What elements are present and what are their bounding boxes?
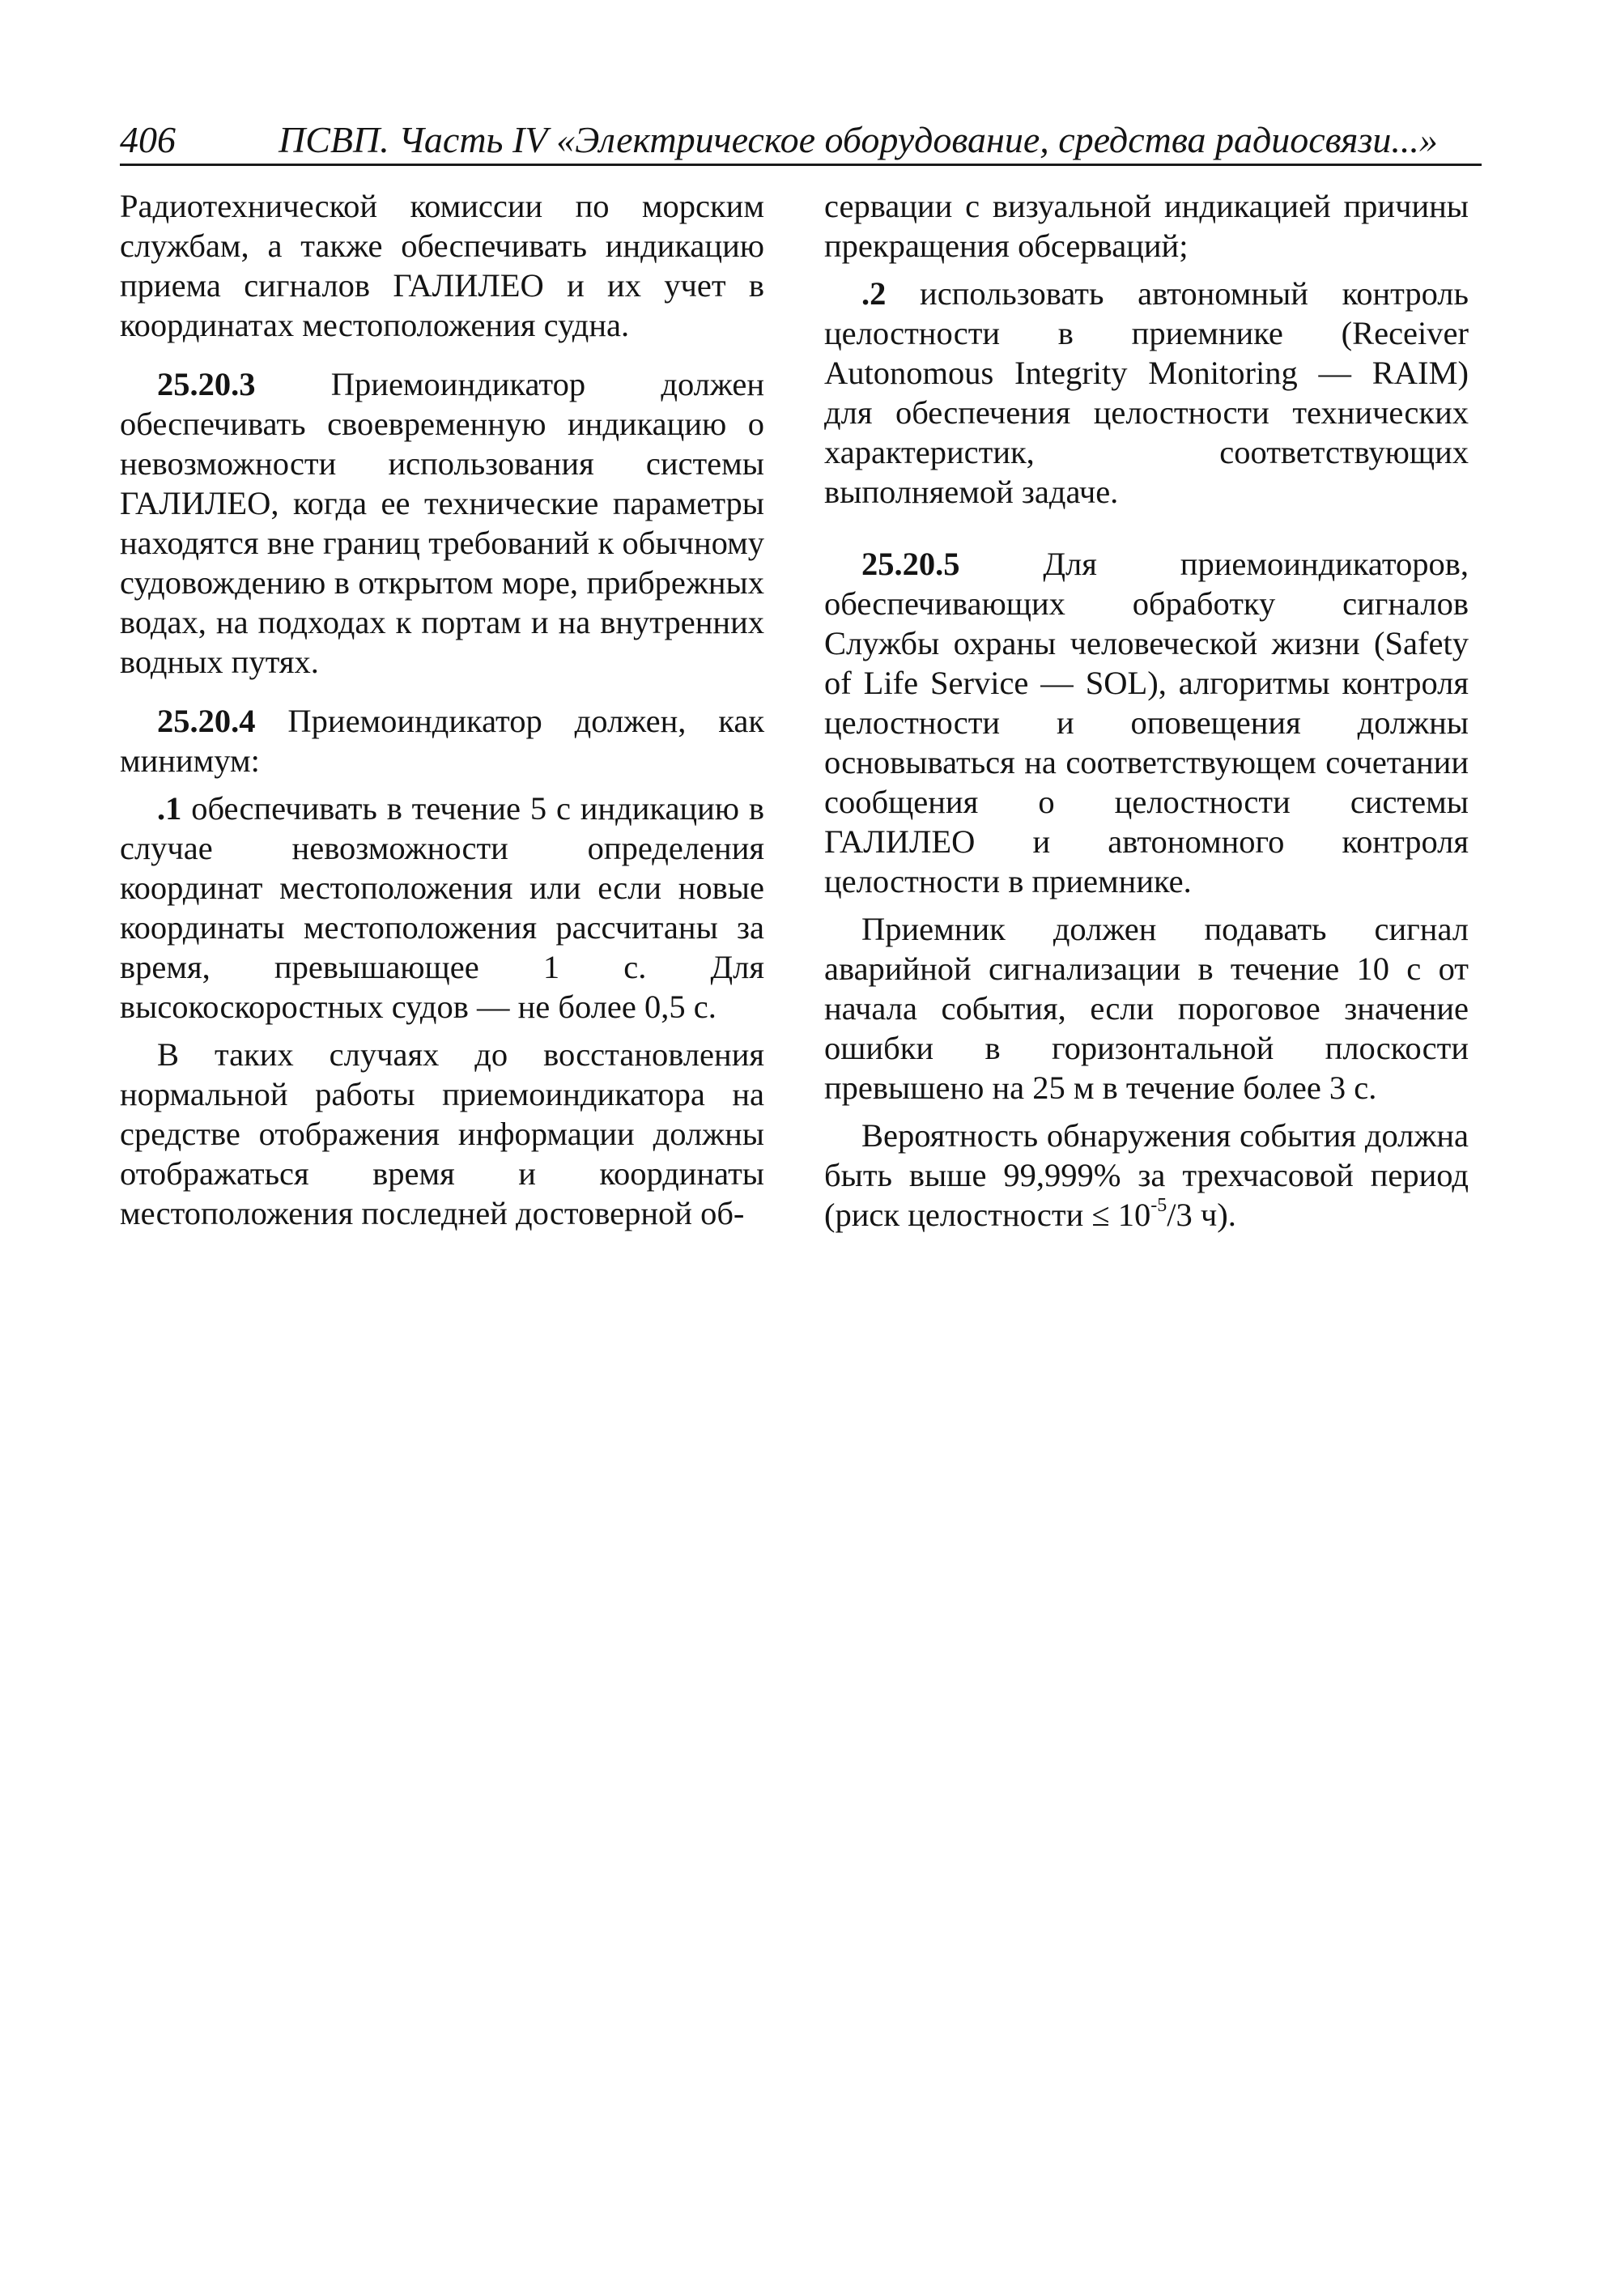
clause-25-20-4 xyxy=(120,701,764,780)
clause-text: Приемоиндикатор должен обеспечивать своевременную индикацию о невозможности использования системы ГАЛИЛЕО, когда ее технические параметры находятся вне границ требований к обычному судовождению в открытом море, прибрежных водах, на подходах к портам и на внутренних водных путях. xyxy=(120,366,764,680)
running-title: ПСВП. Часть IV «Электрическое оборудование, средства радиосвязи...» xyxy=(279,119,1438,160)
paragraph-alarm: Приемник должен подавать сигнал аварийной сигнализации в течение 10 с от начала события, если пороговое значение ошибки в горизонтальной плоскости превышено на 25 м в течение более 3 с. xyxy=(824,911,1469,1106)
clause-text: Приемоиндикатор должен, как минимум: xyxy=(120,703,764,779)
item-text: использовать автономный контроль целостности в приемнике (Receiver Autonomous Integrity Monitoring — RAIM) для обеспечения целостности технических характеристик, соответствующих выполняемой задаче. xyxy=(824,275,1469,510)
paragraph-probability xyxy=(824,1116,1469,1235)
paragraph-continued: сервации с визуальной индикацией причины прекращения обсерваций; xyxy=(824,188,1469,264)
right-column xyxy=(824,186,1469,1235)
item-text: обеспечивать в течение 5 с индикацию в случае невозможности определения координат местоположения или если новые координаты местоположения рассчитаны за время, превышающее 1 с. Для высокоскоростных судов — не более 0,5 с. xyxy=(120,790,764,1025)
clause-number: 25.20.4 xyxy=(157,703,256,739)
list-item-2 xyxy=(824,274,1469,512)
left-column xyxy=(120,186,764,1233)
paragraph-restore: В таких случаях до восстановления нормальной работы приемоиндикатора на средстве отображения информации должны отображаться время и координаты местоположения последней достоверной об- xyxy=(120,1036,764,1231)
probability-unit: /3 ч). xyxy=(1167,1197,1236,1233)
item-number: .1 xyxy=(157,790,182,827)
page-number: 406 xyxy=(120,119,176,160)
clause-25-20-3 xyxy=(120,364,764,682)
clause-number: 25.20.3 xyxy=(157,366,256,402)
clause-text: Для приемоиндикаторов, обеспечивающих обработку сигналов Службы охраны человеческой жизни (Safety of Life Service — SOL), алгоритмы контроля целостности и оповещения должны основываться на соответствующем сочетании сообщения о целостности системы ГАЛИЛЕО и автономного контроля целостности в приемнике. xyxy=(824,546,1469,899)
item-number: .2 xyxy=(861,275,887,312)
clause-number: 25.20.5 xyxy=(861,546,960,582)
paragraph-continued: Радиотехнической комиссии по морским службам, а также обеспечивать индикацию приема сигналов ГАЛИЛЕО и их учет в координатах местоположения судна. xyxy=(120,188,764,343)
list-item-1 xyxy=(120,789,764,1027)
exponent: -5 xyxy=(1150,1194,1167,1216)
clause-25-20-5 xyxy=(824,544,1469,901)
probability-text: Вероятность обнаружения события должна быть выше 99,999% за трехчасовой период (риск целостности ≤ 10 xyxy=(824,1117,1469,1233)
page-header xyxy=(120,112,1482,166)
